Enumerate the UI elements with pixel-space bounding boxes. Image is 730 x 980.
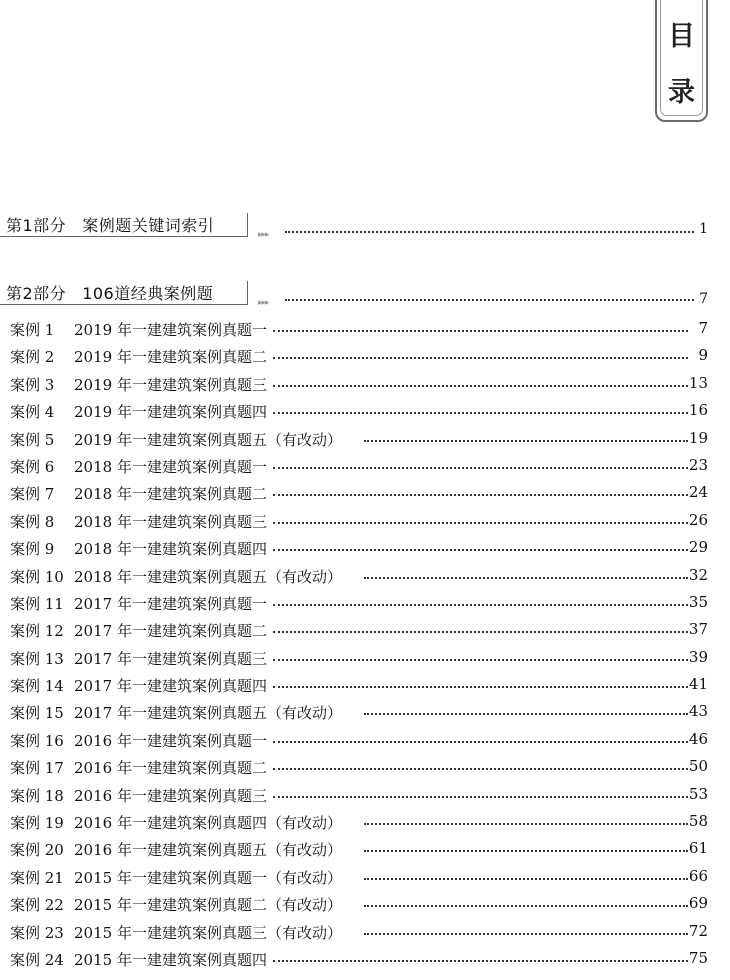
case-entry[interactable] [0,645,720,672]
case-title: 2017 年一建建筑案例真题三 [74,649,267,668]
case-entry[interactable] [0,782,720,809]
case-number: 案例 10 [10,567,64,586]
case-entry[interactable] [0,398,720,425]
page-number: 26 [688,510,708,529]
case-title: 2016 年一建建筑案例真题三 [74,786,267,805]
case-number: 案例 23 [10,923,64,942]
case-title: 2017 年一建建筑案例真题四 [74,677,267,696]
leader-dots [364,874,688,880]
case-entry[interactable] [0,617,720,644]
case-number: 案例 6 [10,457,55,476]
case-title: 2017 年一建建筑案例真题五（有改动） [74,704,342,723]
case-entry[interactable] [0,343,720,370]
leader-dots [364,846,688,852]
case-title: 2017 年一建建筑案例真题二 [74,622,267,641]
case-number: 案例 24 [10,950,64,969]
case-number: 案例 2 [10,348,55,367]
part-number: 第1部分 [6,216,67,235]
leader-dots [364,573,688,579]
leader-dots [273,545,688,551]
leader-dots [273,353,688,359]
case-entry[interactable] [0,563,720,590]
case-entry[interactable] [0,316,720,343]
case-number: 案例 22 [10,896,64,915]
leader-dots [364,709,688,715]
page-number: 7 [699,291,708,307]
page-number: 35 [688,592,708,611]
arrow-icon: ▸▸▸ [258,298,269,308]
case-number: 案例 3 [10,375,55,394]
part-1-entry[interactable] [0,213,720,243]
case-title: 2015 年一建建筑案例真题一（有改动） [74,868,342,887]
leader-dots [273,682,688,688]
leader-dots [285,293,694,301]
case-list [0,316,720,973]
case-title: 2018 年一建建筑案例真题四 [74,540,267,559]
case-entry[interactable] [0,946,720,973]
case-number: 案例 18 [10,786,64,805]
leader-dots [273,490,688,496]
case-entry[interactable] [0,891,720,918]
case-number: 案例 21 [10,868,64,887]
page-number: 19 [688,428,708,447]
case-entry[interactable] [0,836,720,863]
toc-badge-char-2: 录 [668,77,695,108]
case-title: 2018 年一建建筑案例真题五（有改动） [74,567,342,586]
page-number: 7 [698,319,708,337]
case-number: 案例 12 [10,622,64,641]
case-title: 2019 年一建建筑案例真题四 [74,403,267,422]
case-entry[interactable] [0,535,720,562]
case-number: 案例 8 [10,512,55,531]
leader-dots [273,600,688,606]
page-number: 58 [688,812,708,831]
case-entry[interactable] [0,672,720,699]
case-title: 2019 年一建建筑案例真题一 [74,321,267,339]
leader-dots [364,901,688,907]
page-number: 46 [688,729,708,748]
case-entry[interactable] [0,426,720,453]
case-number: 案例 17 [10,759,64,778]
part-number: 第2部分 [6,284,67,303]
part-title [6,281,213,304]
leader-dots [364,436,688,442]
leader-dots [273,737,688,743]
case-title: 2015 年一建建筑案例真题四 [74,950,267,969]
case-number: 案例 5 [10,430,55,449]
page-number: 29 [688,538,708,557]
leader-dots [273,956,688,962]
case-number: 案例 13 [10,649,64,668]
leader-dots [273,655,688,661]
case-entry[interactable] [0,480,720,507]
page-number: 37 [688,620,708,639]
case-entry[interactable] [0,809,720,836]
case-entry[interactable] [0,590,720,617]
page-number: 24 [688,483,708,502]
arrow-icon: ▸▸▸ [258,230,269,240]
leader-dots [364,819,688,825]
case-title: 2015 年一建建筑案例真题二（有改动） [74,896,342,915]
case-entry[interactable] [0,371,720,398]
page-number: 66 [688,866,708,885]
case-title: 2016 年一建建筑案例真题四（有改动） [74,814,342,833]
part-name: 106道经典案例题 [82,284,214,303]
leader-dots [273,408,688,414]
case-number: 案例 7 [10,485,55,504]
part-2-entry[interactable] [0,281,720,311]
part-name: 案例题关键词索引 [82,216,215,235]
case-title: 2016 年一建建筑案例真题五（有改动） [74,841,342,860]
case-number: 案例 1 [10,321,55,339]
case-entry[interactable] [0,727,720,754]
leader-dots [273,463,688,469]
case-entry[interactable] [0,754,720,781]
page-number: 32 [688,565,708,584]
case-entry[interactable] [0,699,720,726]
page-number: 13 [688,373,708,392]
case-number: 案例 14 [10,677,64,696]
case-entry[interactable] [0,453,720,480]
case-title: 2018 年一建建筑案例真题一 [74,457,267,476]
leader-dots [273,326,688,332]
leader-dots [273,627,688,633]
case-number: 案例 19 [10,814,64,833]
page-number: 72 [688,921,708,940]
case-title: 2016 年一建建筑案例真题一 [74,731,267,750]
leader-dots [273,764,688,770]
page-number: 61 [688,839,708,858]
case-number: 案例 9 [10,540,55,559]
case-entry[interactable] [0,919,720,946]
case-number: 案例 4 [10,403,55,422]
case-number: 案例 11 [10,594,64,613]
case-title: 2018 年一建建筑案例真题二 [74,485,267,504]
toc-badge-char-1: 目 [668,21,695,52]
case-title: 2015 年一建建筑案例真题三（有改动） [74,923,342,942]
case-title: 2019 年一建建筑案例真题二 [74,348,267,367]
page-number: 9 [698,346,708,365]
page-number: 69 [688,894,708,913]
case-title: 2019 年一建建筑案例真题五（有改动） [74,430,342,449]
page-number: 75 [688,948,708,967]
page-number: 43 [688,702,708,721]
case-number: 案例 20 [10,841,64,860]
case-title: 2018 年一建建筑案例真题三 [74,512,267,531]
page-number: 16 [688,401,708,420]
leader-dots [285,225,694,233]
case-entry[interactable] [0,864,720,891]
toc-badge [655,0,708,122]
page-number: 41 [688,675,708,694]
page-number: 1 [699,221,708,237]
page-number: 23 [688,455,708,474]
page-number: 53 [688,784,708,803]
case-title: 2019 年一建建筑案例真题三 [74,375,267,394]
case-number: 案例 16 [10,731,64,750]
leader-dots [364,929,688,935]
leader-dots [273,518,688,524]
page-number: 50 [688,757,708,776]
leader-dots [273,792,688,798]
part-title [6,213,214,236]
page-number: 39 [688,647,708,666]
leader-dots [273,381,688,387]
case-number: 案例 15 [10,704,64,723]
case-title: 2017 年一建建筑案例真题一 [74,594,267,613]
case-title: 2016 年一建建筑案例真题二 [74,759,267,778]
case-entry[interactable] [0,508,720,535]
